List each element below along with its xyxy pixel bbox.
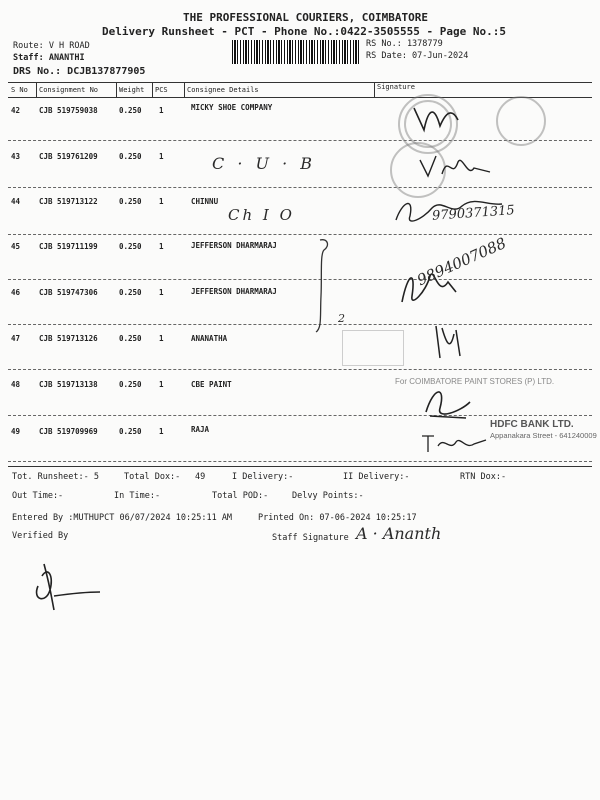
runsheet-subtitle: Delivery Runsheet - PCT - Phone No.:0422-3505555 - Page No.:5: [102, 25, 506, 38]
row-sno: 49: [11, 427, 21, 436]
col-sno: S No: [11, 86, 28, 94]
staff-signature-label: Staff Signature: [272, 533, 349, 543]
row-pcs: 1: [159, 106, 164, 115]
entered-by: Entered By :MUTHUPCT 06/07/2024 10:25:11 AM: [12, 513, 233, 523]
row-sno: 42: [11, 106, 21, 115]
staff-signature: A · Ananth: [356, 524, 442, 543]
circular-seal: [496, 96, 546, 146]
paint-store-stamp: For COIMBATORE PAINT STORES (P) LTD.: [395, 377, 555, 386]
drs-number: DRS No.: DCJB137877905: [13, 66, 146, 77]
bank-stamp-address: Appanakara Street - 641240009: [490, 431, 597, 440]
in-time: In Time:-: [114, 491, 161, 501]
row-consignee: CHINNU: [191, 197, 219, 206]
out-time: Out Time:-: [12, 491, 64, 501]
row-consignment: CJB 519747306: [39, 288, 98, 297]
col-signature: Signature: [377, 83, 415, 91]
row-pcs: 1: [159, 380, 164, 389]
i-delivery: I Delivery:-: [232, 472, 294, 482]
row-consignee: RAJA: [191, 425, 210, 434]
row-weight: 0.250: [119, 152, 142, 161]
table-header-rule: [8, 97, 592, 98]
rtn-dox: RTN Dox:-: [460, 472, 507, 482]
signature-row48: [420, 382, 480, 422]
staff: Staff: ANANTHI: [13, 53, 85, 63]
row-weight: 0.250: [119, 427, 142, 436]
row-consignment: CJB 519713122: [39, 197, 98, 206]
row-consignee: CBE PAINT: [191, 380, 232, 389]
row-pcs: 1: [159, 152, 164, 161]
company-title: THE PROFESSIONAL COURIERS, COIMBATORE: [183, 11, 429, 24]
row-pcs: 1: [159, 242, 164, 251]
barcode: [232, 40, 360, 64]
row-weight: 0.250: [119, 242, 142, 251]
row-consignee: ANANATHA: [191, 334, 228, 343]
col-weight: Weight: [119, 86, 145, 94]
row-consignee: MICKY SHOE COMPANY: [191, 103, 273, 112]
total-dox-label: Total Dox:-: [124, 472, 181, 482]
signature-row43: [418, 150, 498, 182]
ii-delivery: II Delivery:-: [343, 472, 410, 482]
total-dox-value: 49: [195, 472, 206, 482]
row-sno: 48: [11, 380, 21, 389]
row-sno: 47: [11, 334, 21, 343]
tot-runsheet: Tot. Runsheet:- 5: [12, 472, 99, 482]
row-consignment: CJB 519711199: [39, 242, 98, 251]
row-sno: 45: [11, 242, 21, 251]
rs-number: RS No.: 1378779: [366, 39, 443, 49]
row-consignment: CJB 519761209: [39, 152, 98, 161]
row-pcs: 1: [159, 288, 164, 297]
row-weight: 0.250: [119, 106, 142, 115]
row-sno: 44: [11, 197, 21, 206]
row-sno: 46: [11, 288, 21, 297]
row-pcs: 1: [159, 427, 164, 436]
row-weight: 0.250: [119, 288, 142, 297]
rs-date: RS Date: 07-Jun-2024: [366, 51, 469, 61]
table-top-rule: [8, 82, 592, 83]
signature-row47: [428, 322, 468, 362]
footer-rule: [8, 466, 592, 467]
verifier-signature: [28, 556, 108, 616]
col-consignment: Consignment No: [39, 86, 99, 94]
row-consignee: JEFFERSON DHARMARAJ: [191, 287, 277, 296]
row-sno: 43: [11, 152, 21, 161]
row-consignee: JEFFERSON DHARMARAJ: [191, 241, 277, 250]
faded-stamp: [342, 330, 404, 366]
handwritten-note: 2: [338, 312, 345, 325]
verified-by: Verified By: [12, 531, 69, 541]
row-consignment: CJB 519759038: [39, 106, 98, 115]
signature-row49: [420, 432, 500, 456]
col-consignee: Consignee Details: [187, 86, 259, 94]
row-pcs: 1: [159, 197, 164, 206]
row-consignment: CJB 519713138: [39, 380, 98, 389]
row-consignment: CJB 519709969: [39, 427, 98, 436]
bank-stamp-name: HDFC BANK LTD.: [490, 419, 574, 430]
printed-on: Printed On: 07-06-2024 10:25:17: [258, 513, 417, 523]
row-weight: 0.250: [119, 197, 142, 206]
delvy-points: Delvy Points:-: [292, 491, 364, 501]
handwritten-note: Ch I O: [228, 206, 295, 224]
row-weight: 0.250: [119, 380, 142, 389]
total-pod: Total POD:-: [212, 491, 269, 501]
row-weight: 0.250: [119, 334, 142, 343]
handwritten-phone: 9790371315: [431, 203, 516, 224]
row-pcs: 1: [159, 334, 164, 343]
handwritten-phone: 9894007088: [414, 233, 509, 290]
signature-row42: [410, 100, 480, 140]
handwritten-note: C · U · B: [212, 154, 316, 173]
row-consignment: CJB 519713126: [39, 334, 98, 343]
route: Route: V H ROAD: [13, 41, 90, 51]
col-pcs: PCS: [155, 86, 168, 94]
